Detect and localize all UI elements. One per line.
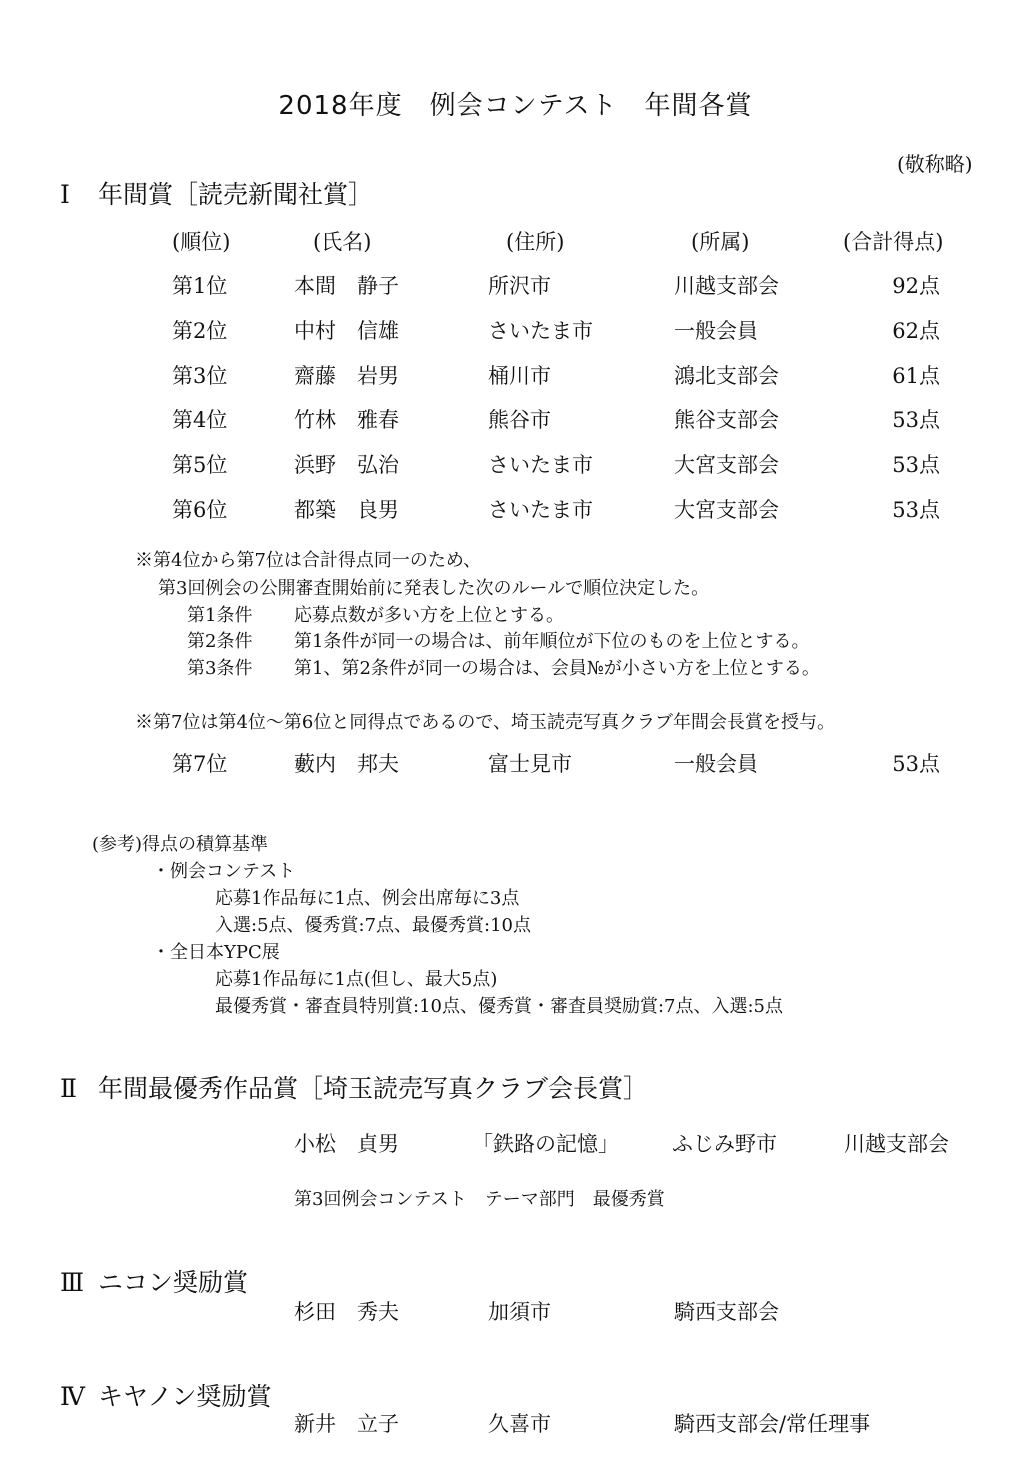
section1-title: 年間賞［読売新聞社賞］ [98, 180, 374, 209]
row4-affiliation: 熊谷支部会 [674, 408, 779, 432]
section2-address: ふじみ野市 [672, 1132, 777, 1156]
tie-note-line2: 第3回例会の公開審査開始前に発表した次のルールで順位決定した。 [158, 578, 710, 599]
row2-affiliation: 一般会員 [674, 319, 758, 343]
section4-address: 久喜市 [488, 1412, 551, 1436]
reference-item2-line2: 最優秀賞・審査員特別賞:10点、優秀賞・審査員奨励賞:7点、入選:5点 [215, 996, 783, 1017]
row7-affiliation: 一般会員 [674, 752, 758, 776]
header-address: (住所) [506, 230, 565, 254]
reference-heading: (参考)得点の積算基準 [92, 834, 269, 855]
section3-title: ニコン奨励賞 [98, 1268, 249, 1297]
row2-rank: 第2位 [172, 319, 228, 343]
row5-name: 浜野 弘治 [294, 453, 399, 477]
section2-numeral: Ⅱ [60, 1074, 77, 1103]
section2-work: 「鉄路の記憶」 [472, 1132, 619, 1156]
header-name: (氏名) [313, 230, 372, 254]
section2-title: 年間最優秀作品賞［埼玉読売写真クラブ会長賞］ [98, 1074, 649, 1103]
row4-rank: 第4位 [172, 408, 228, 432]
section3-heading [60, 1263, 248, 1299]
reference-item2-line1: 応募1作品毎に1点(但し、最大5点) [215, 969, 498, 990]
section4-affiliation: 騎西支部会/常任理事 [674, 1412, 871, 1436]
row7-name: 藪内 邦夫 [294, 752, 399, 776]
row1-address: 所沢市 [488, 274, 551, 298]
section3-name: 杉田 秀夫 [294, 1300, 399, 1324]
condition2-label: 第2条件 [187, 631, 253, 652]
row1-name: 本間 静子 [294, 274, 399, 298]
section1-heading [60, 175, 373, 211]
reference-item2: ・全日本YPC展 [152, 942, 280, 963]
row6-points: 53点 [892, 498, 940, 522]
row3-rank: 第3位 [172, 364, 228, 388]
tie-note-line1: ※第4位から第7位は合計得点同一のため、 [135, 550, 482, 571]
row1-points: 92点 [892, 274, 940, 298]
row4-name: 竹林 雅春 [294, 408, 399, 432]
section2-heading [60, 1069, 648, 1105]
condition3-label: 第3条件 [187, 658, 253, 679]
condition2-text: 第1条件が同一の場合は、前年順位が下位のものを上位とする。 [294, 631, 810, 652]
row7-rank: 第7位 [172, 752, 228, 776]
row6-address: さいたま市 [488, 498, 593, 522]
row3-name: 齋藤 岩男 [294, 364, 399, 388]
row7-address: 富士見市 [488, 752, 572, 776]
seventh-place-note: ※第7位は第4位～第6位と同得点であるので、埼玉読売写真クラブ年間会長賞を授与。 [135, 712, 835, 733]
row4-address: 熊谷市 [488, 408, 551, 432]
row1-affiliation: 川越支部会 [674, 274, 779, 298]
section2-detail: 第3回例会コンテスト テーマ部門 最優秀賞 [294, 1189, 665, 1210]
row3-points: 61点 [892, 364, 940, 388]
row5-points: 53点 [892, 453, 940, 477]
section2-name: 小松 貞男 [294, 1132, 399, 1156]
row5-affiliation: 大宮支部会 [674, 453, 779, 477]
section4-name: 新井 立子 [294, 1412, 399, 1436]
condition1-text: 応募点数が多い方を上位とする。 [294, 605, 564, 626]
row5-address: さいたま市 [488, 453, 593, 477]
section4-heading [60, 1377, 272, 1413]
row4-points: 53点 [892, 408, 940, 432]
row3-address: 桶川市 [488, 364, 551, 388]
reference-item1-line1: 応募1作品毎に1点、例会出席毎に3点 [215, 888, 520, 909]
row7-points: 53点 [892, 752, 940, 776]
row1-rank: 第1位 [172, 274, 228, 298]
page-title: 2018年度 例会コンテスト 年間各賞 [278, 91, 753, 121]
row5-rank: 第5位 [172, 453, 228, 477]
section1-numeral: Ⅰ [60, 180, 70, 209]
row2-points: 62点 [892, 319, 940, 343]
section4-title: キヤノン奨励賞 [98, 1382, 272, 1411]
row2-address: さいたま市 [488, 319, 593, 343]
condition1-label: 第1条件 [187, 605, 253, 626]
condition3-text: 第1、第2条件が同一の場合は、会員№が小さい方を上位とする。 [294, 658, 820, 679]
header-points: (合計得点) [843, 230, 944, 254]
section4-numeral: Ⅳ [60, 1382, 85, 1411]
section3-address: 加須市 [488, 1300, 551, 1324]
section2-affiliation: 川越支部会 [844, 1132, 949, 1156]
header-rank: (順位) [172, 230, 231, 254]
row3-affiliation: 鴻北支部会 [674, 364, 779, 388]
section3-affiliation: 騎西支部会 [674, 1300, 779, 1324]
row6-name: 都築 良男 [294, 498, 399, 522]
reference-item1-line2: 入選:5点、優秀賞:7点、最優秀賞:10点 [215, 915, 532, 936]
row6-rank: 第6位 [172, 498, 228, 522]
header-affiliation: (所属) [691, 230, 750, 254]
honorific-note: (敬称略) [897, 152, 973, 176]
row2-name: 中村 信雄 [294, 319, 399, 343]
reference-item1: ・例会コンテスト [152, 861, 296, 882]
row6-affiliation: 大宮支部会 [674, 498, 779, 522]
section3-numeral: Ⅲ [60, 1268, 85, 1297]
